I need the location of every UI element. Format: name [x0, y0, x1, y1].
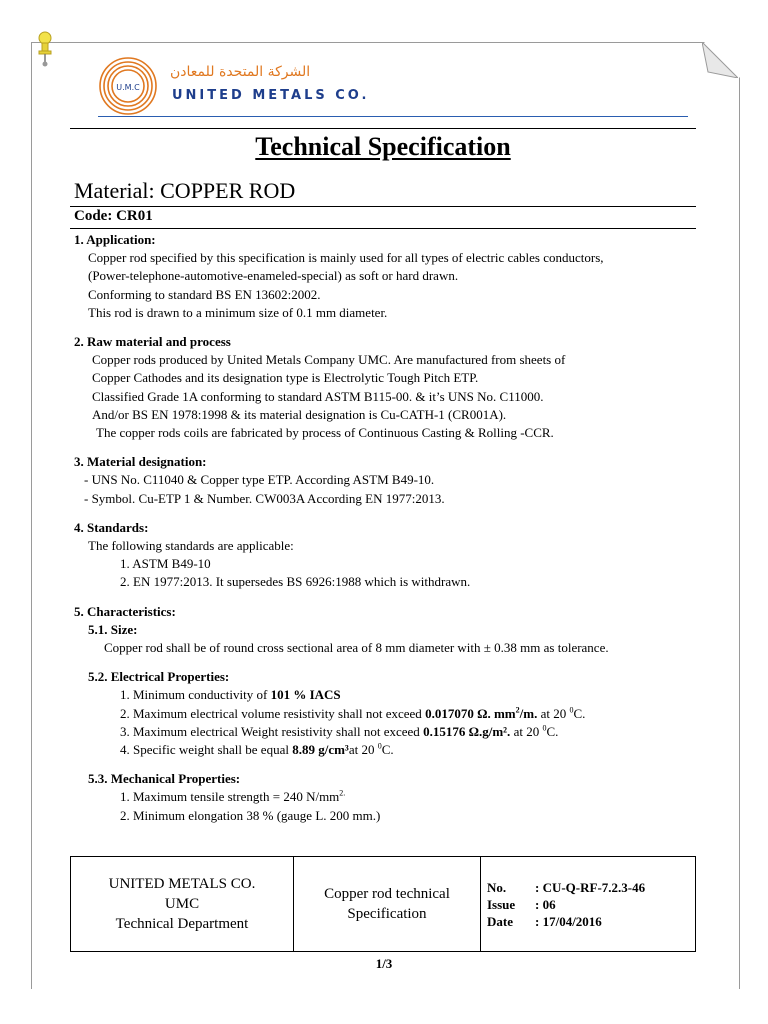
footer-abbr: UMC	[164, 896, 200, 912]
standards-item: 1. ASTM B49-10	[120, 556, 211, 572]
footer-company-cell	[71, 857, 294, 951]
footer-issue-row: Issue : 06	[487, 896, 556, 912]
designation-line: - Symbol. Cu-ETP 1 & Number. CW003A According EN 1977:2013.	[84, 490, 445, 506]
code-label: Code: CR01	[74, 208, 153, 224]
subsection-heading-size: 5.1. Size:	[88, 621, 138, 637]
footer-doc-title-line: Copper rod technical	[324, 886, 450, 902]
application-line: This rod is drawn to a minimum size of 0.1 mm diameter.	[88, 304, 388, 320]
application-line: Copper rod specified by this specification is mainly used for all types of electric cables conductors,	[88, 250, 604, 266]
standards-intro: The following standards are applicable:	[88, 538, 294, 554]
header-divider	[70, 128, 696, 129]
section-heading-designation: 3. Material designation:	[74, 454, 207, 470]
footer-table	[70, 856, 696, 952]
company-name-arabic: الشركة المتحدة للمعادن	[170, 64, 311, 80]
size-text: Copper rod shall be of round cross sectional area of 8 mm diameter with ± 0.38 mm as tolerance.	[104, 640, 609, 656]
spec-body	[74, 231, 696, 825]
electrical-item: 4. Specific weight shall be equal 8.89 g/cm³at 20 $^0$C.	[120, 741, 394, 758]
electrical-item: 2. Maximum electrical volume resistivity shall not exceed 0.017070 Ω. $mm^2/m$. at 20 $^0$C.	[120, 705, 586, 721]
electrical-item: 3. Maximum electrical Weight resistivity shall not exceed 0.15176 Ω.g/m². at 20 $^0$C.	[120, 723, 559, 739]
standards-item: 2. EN 1977:2013. It supersedes BS 6926:1988 which is withdrawn.	[120, 574, 471, 590]
company-logo	[98, 56, 688, 120]
logo-underline	[98, 116, 688, 117]
umc-logo-icon	[98, 56, 158, 116]
footer-date-row: Date : 17/04/2016	[487, 913, 602, 929]
footer-doc-title-cell	[294, 857, 481, 951]
raw-material-line: And/or BS EN 1978:1998 & its material designation is Cu-CATH-1 (CR001A).	[92, 406, 507, 422]
mechanical-item: 2. Minimum elongation 38 % (gauge L. 200 mm.)	[120, 807, 381, 823]
company-name-english: UNITED METALS CO.	[172, 88, 370, 103]
material-heading: Material: COPPER ROD	[74, 178, 296, 203]
section-heading-application: 1. Application:	[74, 232, 156, 247]
raw-material-line: Classified Grade 1A conforming to standard ASTM B115-00. & it’s UNS No. C11000.	[92, 388, 544, 404]
application-line: Conforming to standard BS EN 13602:2002.	[88, 286, 321, 302]
raw-material-line: Copper Cathodes and its designation type is Electrolytic Tough Pitch ETP.	[92, 370, 479, 386]
footer-doc-title-line: Specification	[347, 906, 427, 922]
application-line: (Power-telephone-automotive-enameled-special) as soft or hard drawn.	[88, 268, 459, 284]
footer-dept: Technical Department	[115, 916, 249, 932]
subsection-heading-mechanical: 5.3. Mechanical Properties:	[88, 771, 241, 787]
page-curl-corner	[702, 42, 738, 78]
section-heading-characteristics: 5. Characteristics:	[74, 603, 176, 619]
code-divider	[70, 228, 696, 229]
material-divider	[70, 206, 696, 207]
designation-line: - UNS No. C11040 & Copper type ETP. According ASTM B49-10.	[84, 472, 435, 488]
footer-meta-cell	[481, 857, 695, 951]
mechanical-item: 1. Maximum tensile strength = 240 $N/mm^{2.}$	[120, 789, 346, 805]
svg-text:U.M.C: U.M.C	[116, 83, 140, 92]
subsection-heading-electrical: 5.2. Electrical Properties:	[88, 669, 230, 685]
raw-material-line: Copper rods produced by United Metals Company UMC. Are manufactured from sheets of	[92, 352, 566, 368]
electrical-item: 1. Minimum conductivity of 101 % IACS	[120, 687, 341, 703]
footer-no-row: No. : CU-Q-RF-7.2.3-46	[487, 879, 646, 895]
page-number: 1/3	[375, 956, 393, 971]
raw-material-line: The copper rods coils are fabricated by process of Continuous Casting & Rolling -CCR.	[96, 425, 554, 441]
section-heading-raw-material: 2. Raw material and process	[74, 334, 231, 350]
section-heading-standards: 4. Standards:	[74, 519, 149, 535]
footer-company: UNITED METALS CO.	[108, 876, 256, 892]
page-title: Technical Specification	[255, 132, 511, 161]
pushpin-icon	[34, 30, 56, 68]
